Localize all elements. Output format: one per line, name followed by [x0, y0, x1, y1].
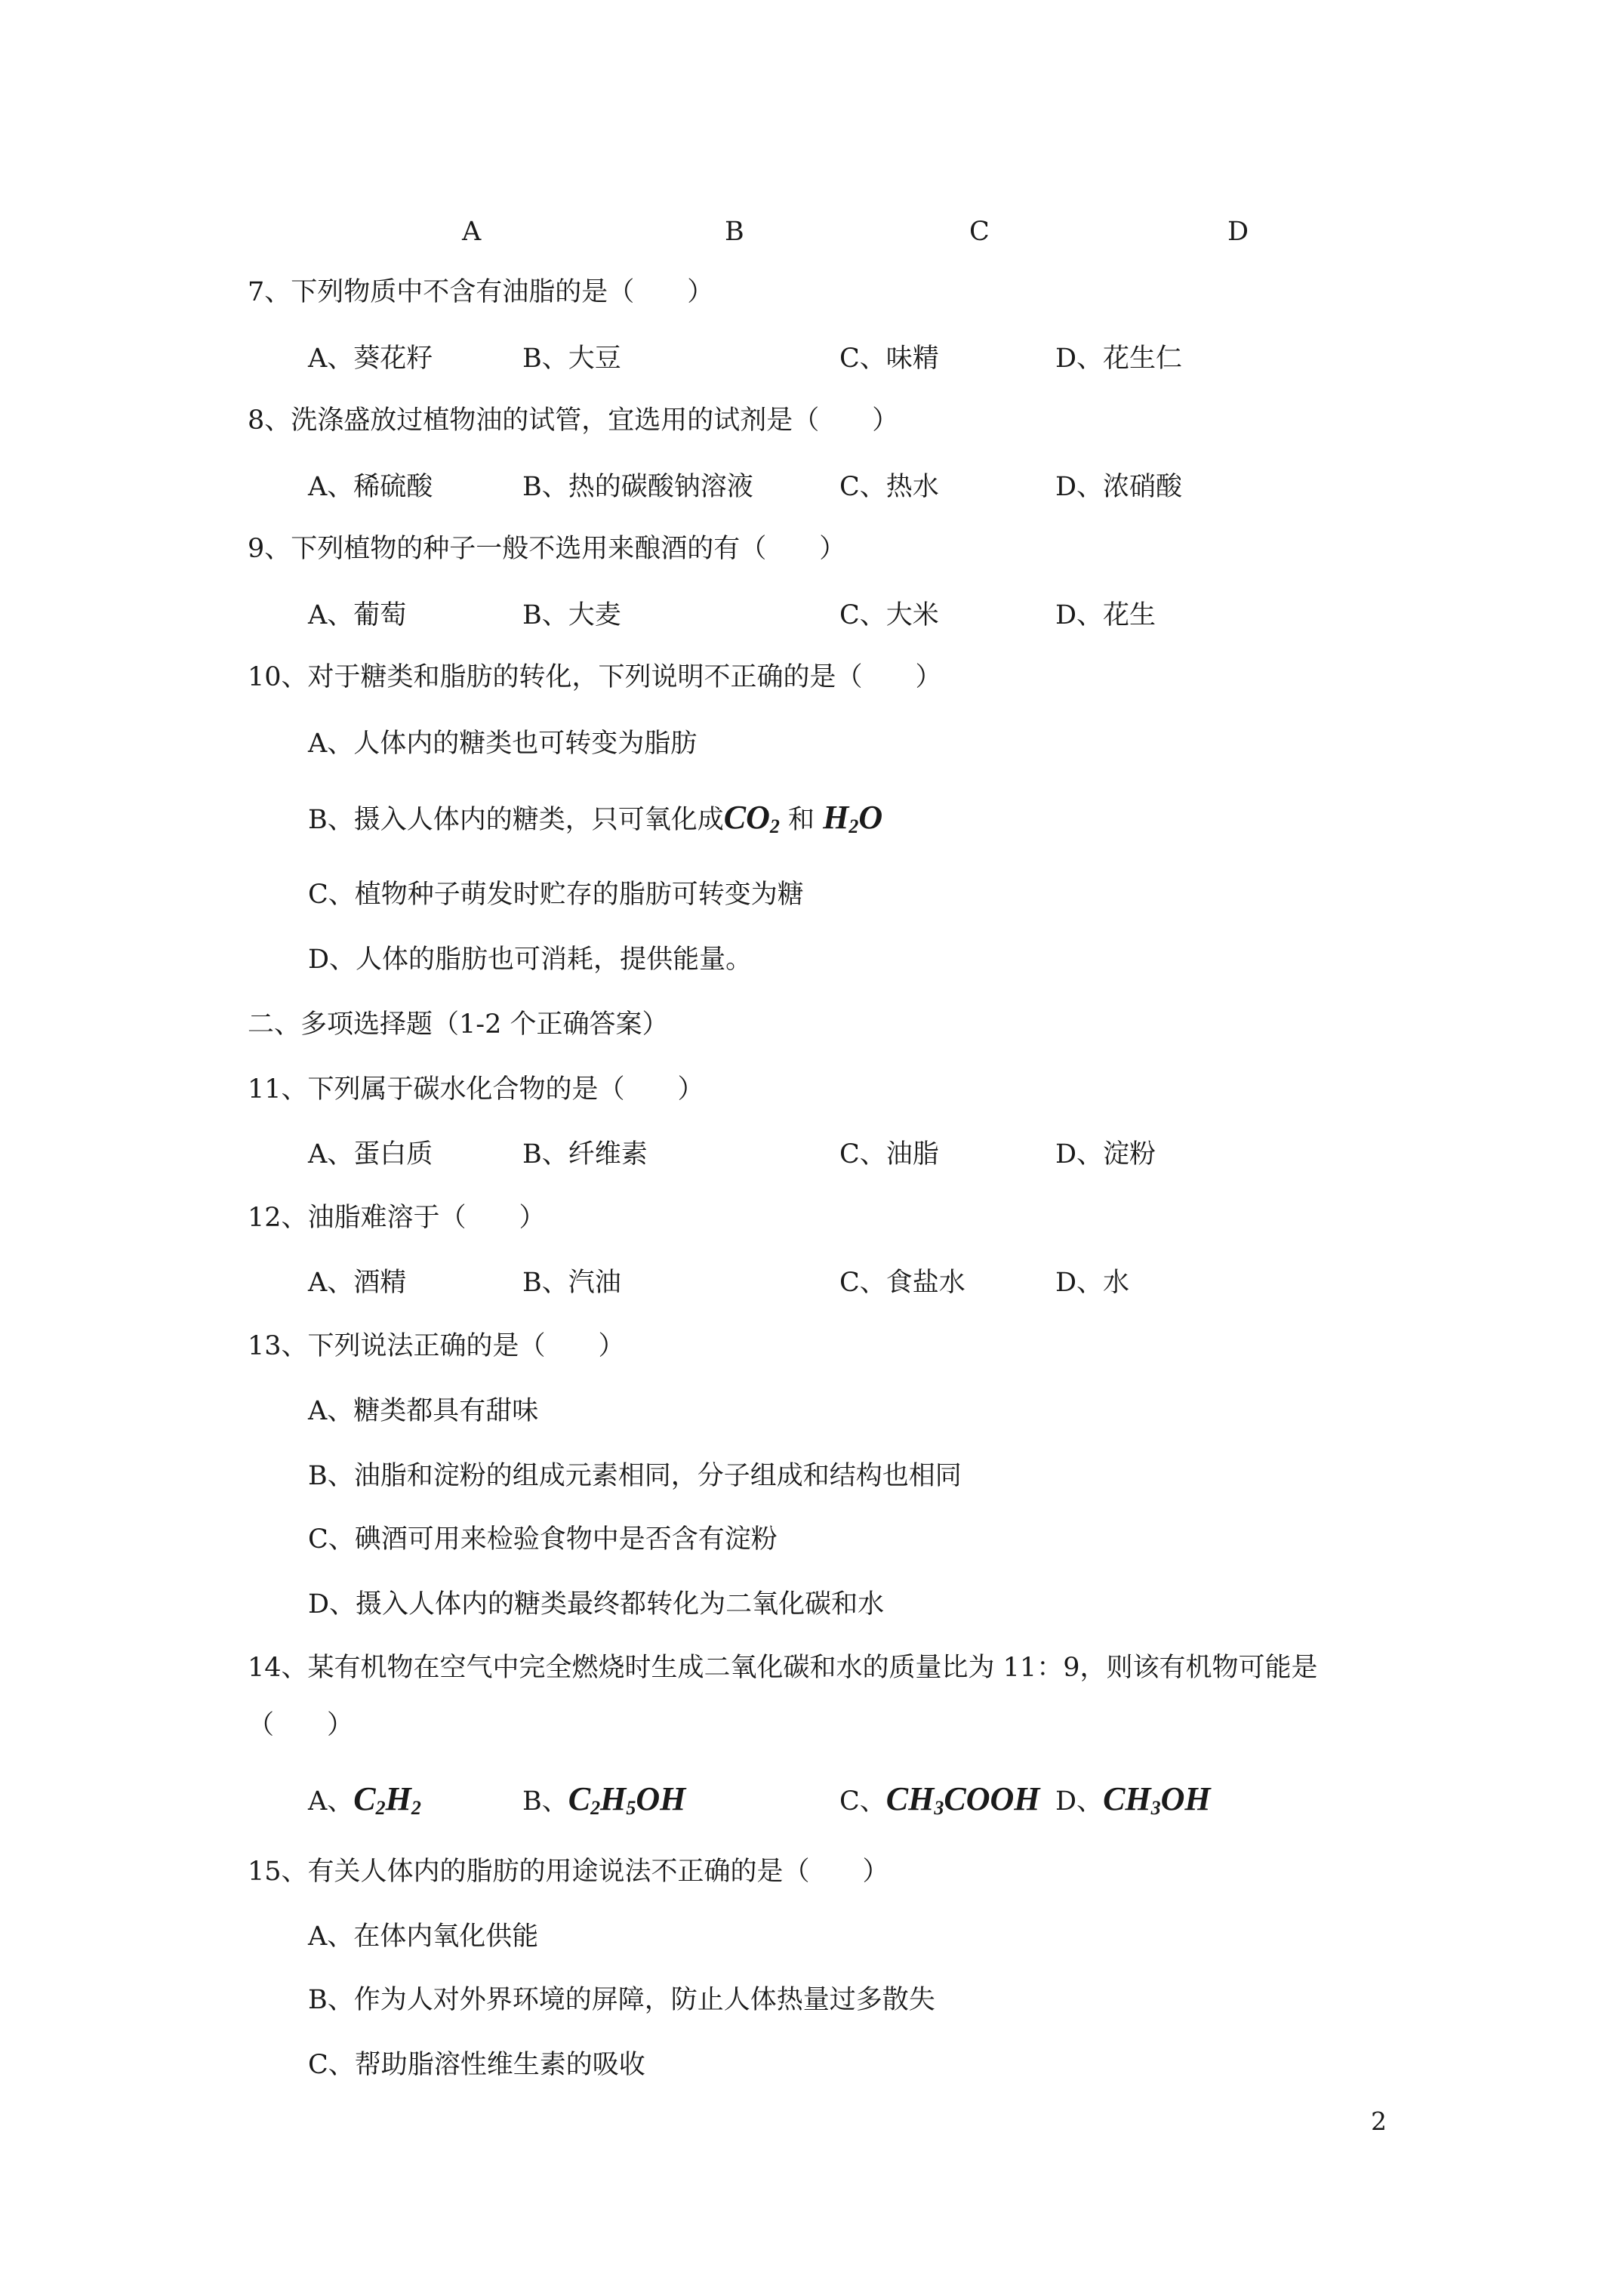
q14-option-c: C、$CH_3COOH$: [839, 1780, 1040, 1819]
q8-option-d: D、浓硝酸: [1055, 472, 1183, 502]
q8-option-c: C、热水: [839, 472, 939, 502]
q12-option-d: D、水: [1055, 1268, 1130, 1298]
q7-option-a: A、葵花籽: [308, 344, 433, 374]
question-11: 11、下列属于碳水化合物的是（ ）: [248, 1074, 704, 1105]
q11-option-a: A、蛋白质: [308, 1139, 433, 1170]
q9-option-b: B、大麦: [522, 600, 621, 630]
q7-option-d: D、花生仁: [1055, 344, 1183, 374]
formula-co2: $CO_2$: [723, 799, 780, 837]
q7-option-c: C、味精: [839, 344, 939, 374]
question-15: 15、有关人体内的脂肪的用途说法不正确的是（ ）: [248, 1857, 889, 1887]
q10-option-a: A、人体内的糖类也可转变为脂肪: [308, 729, 698, 759]
q13-option-a: A、糖类都具有甜味: [308, 1396, 539, 1426]
q8-option-a: A、稀硫酸: [308, 472, 433, 502]
q10-option-d: D、人体的脂肪也可消耗，提供能量。: [308, 945, 753, 975]
figure-label-d: D: [1227, 217, 1249, 247]
q13-option-d: D、摄入人体内的糖类最终都转化为二氧化碳和水: [308, 1589, 885, 1620]
question-9: 9、下列植物的种子一般不选用来酿酒的有（ ）: [248, 534, 846, 564]
formula-ch3cooh: $CH_3COOH$: [885, 1780, 1040, 1819]
page-number: 2: [1371, 2106, 1387, 2136]
section-heading-multiple-choice: 二、多项选择题（1-2 个正确答案）: [248, 1009, 669, 1040]
q7-option-b: B、大豆: [522, 344, 621, 374]
q11-option-b: B、纤维素: [522, 1139, 648, 1170]
q10-option-c: C、植物种子萌发时贮存的脂肪可转变为糖: [308, 880, 804, 910]
figure-label-b: B: [725, 217, 744, 247]
q14-option-a: A、$C_2H_2$: [308, 1780, 421, 1819]
q15-option-b: B、作为人对外界环境的屏障，防止人体热量过多散失: [308, 1985, 935, 2015]
question-12: 12、油脂难溶于（ ）: [248, 1203, 546, 1233]
question-14: 14、某有机物在空气中完全燃烧时生成二氧化碳和水的质量比为 11：9，则该有机物可能是: [248, 1653, 1318, 1683]
formula-c2h2: $C_2H_2$: [353, 1780, 421, 1819]
q13-option-c: C、碘酒可用来检验食物中是否含有淀粉: [308, 1524, 778, 1555]
question-8: 8、洗涤盛放过植物油的试管，宜选用的试剂是（ ）: [248, 405, 899, 436]
q10-option-b-text: B、摄入人体内的糖类，只可氧化成: [308, 805, 724, 835]
formula-ch3oh: $CH_3OH$: [1103, 1780, 1211, 1819]
figure-label-c: C: [969, 217, 990, 247]
q14-option-b: B、$C_2H_5OH$: [522, 1780, 686, 1819]
q12-option-a: A、酒精: [308, 1268, 407, 1298]
q14-option-d: D、$CH_3OH$: [1055, 1780, 1211, 1819]
q12-option-c: C、食盐水: [839, 1268, 965, 1298]
question-7: 7、下列物质中不含有油脂的是（ ）: [248, 277, 714, 307]
q9-option-d: D、花生: [1055, 600, 1156, 630]
question-14-paren: （ ）: [248, 1710, 354, 1740]
q15-option-c: C、帮助脂溶性维生素的吸收: [308, 2050, 645, 2080]
formula-c2h5oh: $C_2H_5OH$: [568, 1780, 686, 1819]
figure-label-a: A: [462, 217, 482, 247]
q15-option-a: A、在体内氧化供能: [308, 1922, 539, 1952]
q9-option-c: C、大米: [839, 600, 939, 630]
q9-option-a: A、葡萄: [308, 600, 407, 630]
q11-option-d: D、淀粉: [1055, 1139, 1156, 1170]
q10-option-b: [308, 799, 882, 846]
q8-option-b: B、热的碳酸钠溶液: [522, 472, 753, 502]
q13-option-b: B、油脂和淀粉的组成元素相同，分子组成和结构也相同: [308, 1461, 962, 1491]
question-10: 10、对于糖类和脂肪的转化，下列说明不正确的是（ ）: [248, 662, 942, 692]
q10-option-b-and: 和: [788, 805, 815, 835]
q11-option-c: C、油脂: [839, 1139, 939, 1170]
q12-option-b: B、汽油: [522, 1268, 621, 1298]
formula-h2o: $H_2O$: [823, 799, 883, 837]
question-13: 13、下列说法正确的是（ ）: [248, 1331, 625, 1361]
